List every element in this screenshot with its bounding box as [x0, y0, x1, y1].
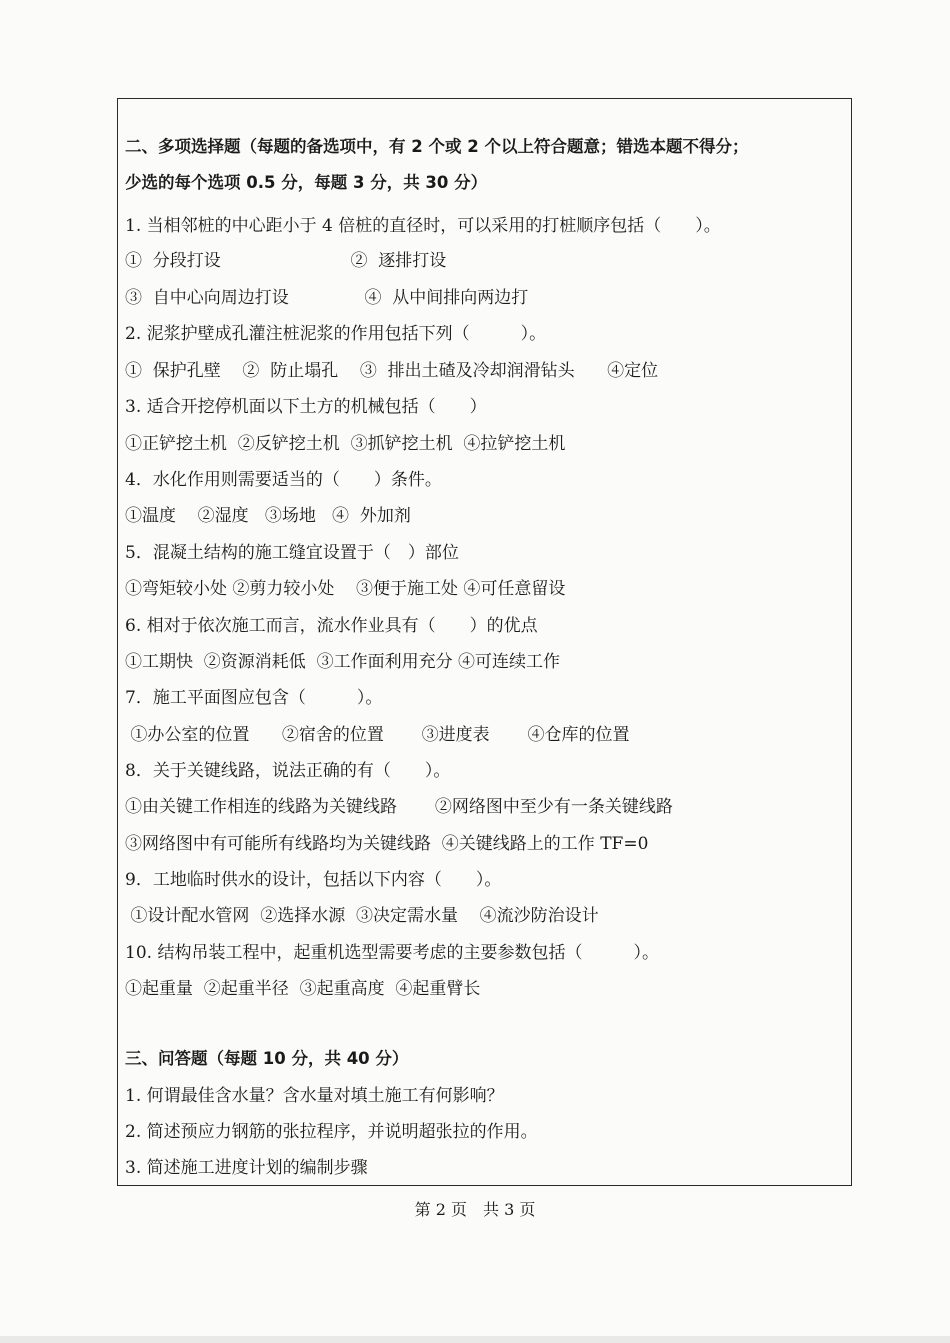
page-number: 第 2 页 共 3 页	[414, 1200, 536, 1219]
question-stem: 9．工地临时供水的设计，包括以下内容（ ）。	[125, 870, 502, 890]
question-stem: 1. 当相邻桩的中心距小于 4 倍桩的直径时，可以采用的打桩顺序包括（ ）。	[125, 216, 721, 236]
question-options: ①起重量 ②起重半径 ③起重高度 ④起重臂长	[125, 979, 481, 999]
question-options: ①设计配水管网 ②选择水源 ③决定需水量 ④流沙防治设计	[125, 906, 599, 926]
question-options: ①工期快 ②资源消耗低 ③工作面利用充分 ④可连续工作	[125, 652, 561, 672]
question-stem: 3. 简述施工进度计划的编制步骤	[125, 1158, 368, 1178]
question-options: ③ 自中心向周边打设 ④ 从中间排向两边打	[125, 288, 529, 308]
question-options: ①温度 ②湿度 ③场地 ④ 外加剂	[125, 506, 411, 526]
question-stem: 5．混凝土结构的施工缝宜设置于（ ）部位	[125, 543, 459, 563]
question-stem: 6. 相对于依次施工而言，流水作业具有（ ）的优点	[125, 616, 538, 636]
question-options: ③网络图中有可能所有线路均为关键线路 ④关键线路上的工作 TF=0	[125, 834, 649, 854]
section2-heading: 二、多项选择题（每题的备选项中，有 2 个或 2 个以上符合题意；错选本题不得分；	[125, 137, 749, 156]
question-stem: 7．施工平面图应包含（ ）。	[125, 688, 383, 708]
question-options: ①办公室的位置 ②宿舍的位置 ③进度表 ④仓库的位置	[125, 725, 630, 745]
question-stem: 2. 简述预应力钢筋的张拉程序，并说明超张拉的作用。	[125, 1122, 538, 1142]
question-stem: 1. 何谓最佳含水量？含水量对填土施工有何影响？	[125, 1086, 504, 1106]
question-stem: 10. 结构吊装工程中，起重机选型需要考虑的主要参数包括（ ）。	[125, 943, 659, 963]
question-options: ①正铲挖土机 ②反铲挖土机 ③抓铲挖土机 ④拉铲挖土机	[125, 434, 566, 454]
question-stem: 2. 泥浆护壁成孔灌注桩泥浆的作用包括下列（ ）。	[125, 324, 547, 344]
scan-edge	[0, 1336, 950, 1343]
question-stem: 8．关于关键线路，说法正确的有（ ）。	[125, 761, 451, 781]
question-stem: 3. 适合开挖停机面以下土方的机械包括（ ）	[125, 397, 487, 417]
question-options: ①弯矩较小处 ②剪力较小处 ③便于施工处 ④可任意留设	[125, 579, 566, 599]
question-options: ① 分段打设 ② 逐排打设	[125, 251, 447, 271]
section2-heading-cont: 少选的每个选项 0.5 分，每题 3 分，共 30 分）	[125, 173, 488, 192]
question-options: ①由关键工作相连的线路为关键线路 ②网络图中至少有一条关键线路	[125, 797, 673, 817]
question-stem: 4．水化作用则需要适当的（ ）条件。	[125, 470, 442, 490]
question-options: ① 保护孔壁 ② 防止塌孔 ③ 排出土碴及冷却润滑钻头 ④定位	[125, 361, 659, 381]
section3-heading: 三、问答题（每题 10 分，共 40 分）	[125, 1049, 409, 1068]
